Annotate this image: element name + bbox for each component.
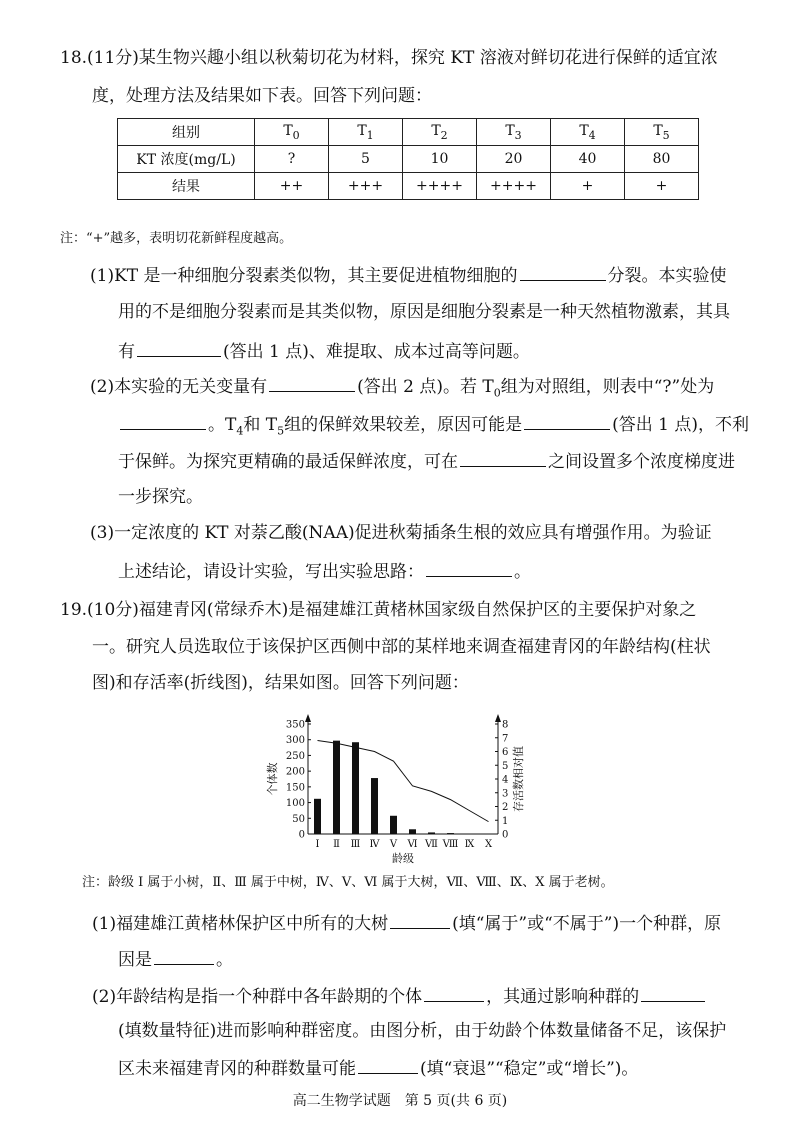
text: (答出 2 点)。若 T <box>357 377 494 397</box>
survival-line <box>318 741 489 822</box>
y2-tick-label: 1 <box>502 815 509 827</box>
y-tick-label: 0 <box>298 829 305 841</box>
text: 于保鲜。为探究更精确的最适保鲜浓度，可在 <box>118 452 458 472</box>
y2-tick-label: 7 <box>502 733 509 745</box>
group-t5: $T_5$ <box>625 119 699 146</box>
y-tick-label: 50 <box>292 813 305 825</box>
answer-blank[interactable] <box>524 411 610 430</box>
text: 组的保鲜效果较差，原因可能是 <box>284 415 523 435</box>
result-cell: ++++ <box>477 173 551 200</box>
y-tick-label: 250 <box>285 750 305 762</box>
q18-table <box>117 118 699 200</box>
q18-stem-line1: 18.(11分)某生物兴趣小组以秋菊切花为材料，探究 KT 溶液对鲜切花进行保鲜的适宜浓 <box>60 48 718 68</box>
x-tick-label: Ⅷ <box>442 839 459 850</box>
x-tick-label: Ⅳ <box>369 839 380 850</box>
text: 和 T <box>243 415 278 435</box>
answer-blank[interactable] <box>426 558 512 577</box>
conc-cell: ? <box>255 146 329 173</box>
conc-cell: 5 <box>329 146 403 173</box>
q19-p1-line1 <box>92 910 721 936</box>
answer-blank[interactable] <box>137 338 221 357</box>
conc-cell: 80 <box>625 146 699 173</box>
text: 组为对照组，则表中“?”处为 <box>500 377 715 397</box>
q18-p3-line1: (3)一定浓度的 KT 对萘乙酸(NAA)促进秋菊插条生根的效应具有增强作用。为验证 <box>90 523 712 543</box>
q18-note: 注：“+”越多，表明切花新鲜程度越高。 <box>60 231 293 246</box>
x-axis-label: 龄级 <box>392 852 414 865</box>
x-tick-label: Ⅸ <box>464 839 475 850</box>
table-row <box>118 119 699 146</box>
y-tick-label: 200 <box>285 766 305 778</box>
result-cell: + <box>625 173 699 200</box>
group-t1: $T_1$ <box>329 119 403 146</box>
table-row <box>118 146 699 173</box>
conc-cell: 20 <box>477 146 551 173</box>
q18-stem-line2: 度，处理方法及结果如下表。回答下列问题： <box>92 86 432 106</box>
text: 因是 <box>118 950 152 970</box>
result-cell: + <box>551 173 625 200</box>
x-tick-label: Ⅶ <box>425 839 438 850</box>
answer-blank[interactable] <box>520 262 606 281</box>
bar <box>333 741 340 834</box>
text: 上述结论，请设计实验，写出实验思路： <box>118 562 424 582</box>
answer-blank[interactable] <box>641 983 705 1002</box>
row-label-concentration: KT 浓度(mg/L) <box>118 146 255 173</box>
q19-note: 注：龄级 Ⅰ 属于小树，Ⅱ、Ⅲ 属于中树，Ⅳ、Ⅴ、Ⅵ 属于大树，Ⅶ、Ⅷ、Ⅸ、Ⅹ 属于老树。 <box>82 875 614 890</box>
bar <box>428 832 435 834</box>
answer-blank[interactable] <box>120 411 206 430</box>
text: (填“衰退”“稳定”或“增长”)。 <box>420 1059 639 1079</box>
group-t2: $T_2$ <box>403 119 477 146</box>
group-t4: $T_4$ <box>551 119 625 146</box>
text: 。 <box>514 562 531 582</box>
text: 有 <box>118 342 135 362</box>
answer-blank[interactable] <box>424 983 484 1002</box>
result-cell: +++ <box>329 173 403 200</box>
x-tick-label: Ⅵ <box>407 839 418 850</box>
q18-p2-line3 <box>118 448 735 474</box>
q18-p2-line2 <box>118 411 749 443</box>
y-axis-left-arrow <box>305 714 311 722</box>
q18-p1-line3 <box>118 338 530 364</box>
y-axis-right-arrow <box>495 714 501 722</box>
subscript: 5 <box>277 424 285 438</box>
answer-blank[interactable] <box>460 448 546 467</box>
q19-stem-line3: 图)和存活率(折线图)，结果如图。回答下列问题： <box>92 673 469 693</box>
conc-cell: 40 <box>551 146 625 173</box>
text: (答出 1 点)，不利 <box>612 415 749 435</box>
q18-p1-line2: 用的不是细胞分裂素而是其类似物，原因是细胞分裂素是一种天然植物激素，其具 <box>118 302 730 322</box>
y-axis-label: 个体数 <box>266 762 279 796</box>
q19-p2-line2: (填数量特征)进而影响种群密度。由图分析，由于幼龄个体数量储备不足，该保护 <box>118 1021 727 1041</box>
bar <box>390 816 397 834</box>
y2-tick-label: 8 <box>502 719 509 731</box>
y-tick-label: 300 <box>285 735 305 747</box>
y2-tick-label: 2 <box>502 802 509 813</box>
bar <box>371 778 378 834</box>
text: (2)本实验的无关变量有 <box>90 377 268 397</box>
answer-blank[interactable] <box>269 373 355 392</box>
q19-p1-line2 <box>118 946 233 972</box>
answer-blank[interactable] <box>154 946 214 965</box>
y2-axis-label: 存活数相对值 <box>512 746 525 812</box>
row-label-result: 结果 <box>118 173 255 200</box>
text: 之间设置多个浓度梯度进 <box>548 452 735 472</box>
x-tick-label: Ⅲ <box>350 839 361 850</box>
bar <box>352 742 359 834</box>
text: (1)福建雄江黄楮林保护区中所有的大树 <box>92 914 389 934</box>
x-tick-label: Ⅰ <box>315 839 320 850</box>
q19-p2-line3 <box>118 1055 638 1081</box>
text: 分裂。本实验使 <box>607 266 727 286</box>
x-tick-label: Ⅱ <box>333 839 340 850</box>
q18-p2-line4: 一步探究。 <box>118 487 203 507</box>
y2-tick-label: 3 <box>502 788 509 800</box>
group-t3: $T_3$ <box>477 119 551 146</box>
answer-blank[interactable] <box>358 1055 418 1074</box>
page-footer: 高二生物学试题 第 5 页(共 6 页) <box>292 1093 508 1109</box>
age-structure-chart <box>266 710 530 870</box>
subscript: 4 <box>236 424 244 438</box>
text: (答出 1 点)、难提取、成本过高等问题。 <box>223 342 530 362</box>
q18-p2-line1 <box>90 373 714 405</box>
q19-p2-line1 <box>92 983 707 1009</box>
conc-cell: 10 <box>403 146 477 173</box>
text: 。 <box>216 950 233 970</box>
q18-p3-line2 <box>118 558 531 584</box>
bar <box>447 833 454 834</box>
y2-tick-label: 6 <box>502 747 509 758</box>
q19-stem-line1: 19.(10分)福建青冈(常绿乔木)是福建雄江黄楮林国家级自然保护区的主要保护对象之 <box>60 600 697 620</box>
bar <box>314 799 321 834</box>
x-tick-label: Ⅹ <box>484 839 493 850</box>
y-tick-label: 150 <box>285 782 305 794</box>
result-cell: ++++ <box>403 173 477 200</box>
answer-blank[interactable] <box>390 910 450 929</box>
y2-tick-label: 0 <box>502 829 509 841</box>
q18-p1-line1 <box>90 262 727 288</box>
text: ，其通过影响种群的 <box>486 987 640 1007</box>
bar <box>409 829 416 834</box>
text: (1)KT 是一种细胞分裂素类似物，其主要促进植物细胞的 <box>90 266 518 286</box>
row-label-group: 组别 <box>118 119 255 146</box>
text: (2)年龄结构是指一个种群中各年龄期的个体 <box>92 987 423 1007</box>
table-row <box>118 173 699 200</box>
y-tick-label: 350 <box>285 719 305 731</box>
text: 区未来福建青冈的种群数量可能 <box>118 1059 356 1079</box>
y2-tick-label: 5 <box>502 760 509 772</box>
subscript: 0 <box>493 386 501 400</box>
text: 。T <box>208 415 237 435</box>
result-cell: ++ <box>255 173 329 200</box>
y2-tick-label: 4 <box>502 774 509 786</box>
group-t0: $T_0$ <box>255 119 329 146</box>
q19-stem-line2: 一。研究人员选取位于该保护区西侧中部的某样地来调查福建青冈的年龄结构(柱状 <box>92 637 711 657</box>
y-tick-label: 100 <box>285 798 305 810</box>
x-tick-label: Ⅴ <box>389 839 398 850</box>
text: (填“属于”或“不属于”)一个种群，原 <box>452 914 722 934</box>
